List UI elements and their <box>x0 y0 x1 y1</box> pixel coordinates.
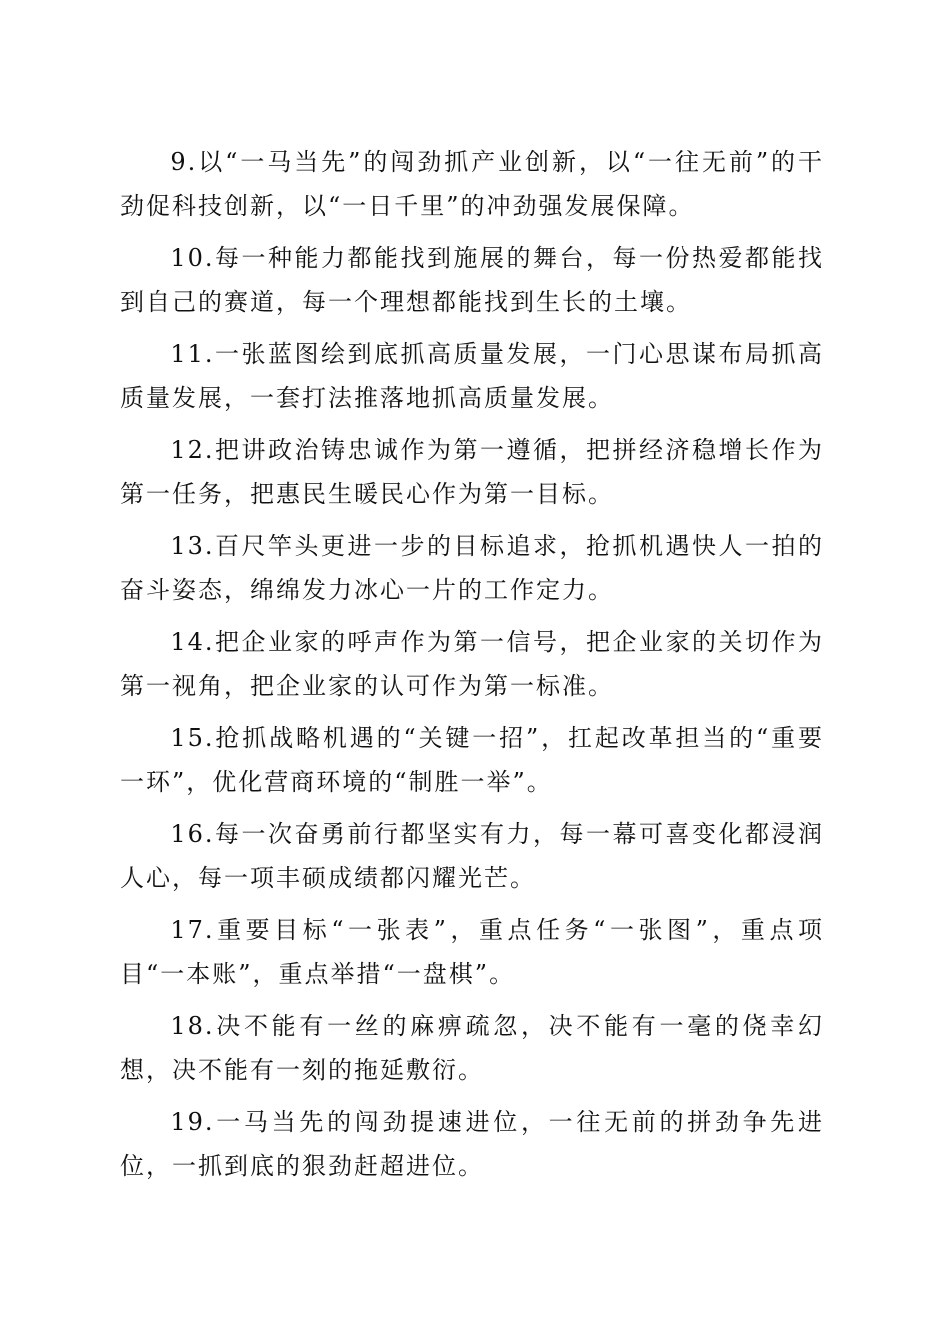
paragraph-13: 13.百尺竿头更进一步的目标追求，抢抓机遇快人一拍的奋斗姿态，绵绵发力冰心一片的工作定力。 <box>120 532 824 604</box>
paragraph-15: 15.抢抓战略机遇的“关键一招”，扛起改革担当的“重要一环”，优化营商环境的“制胜一举”。 <box>120 724 824 796</box>
paragraph-16: 16.每一次奋勇前行都坚实有力，每一幕可喜变化都浸润人心，每一项丰硕成绩都闪耀光芒。 <box>120 820 824 892</box>
paragraph-17: 17.重要目标“一张表”，重点任务“一张图”，重点项目“一本账”，重点举措“一盘棋”。 <box>120 916 824 988</box>
paragraph-14: 14.把企业家的呼声作为第一信号，把企业家的关切作为第一视角，把企业家的认可作为第一标准。 <box>120 628 824 700</box>
document-body <box>120 140 824 1196</box>
paragraph-18: 18.决不能有一丝的麻痹疏忽，决不能有一毫的侥幸幻想，决不能有一刻的拖延敷衍。 <box>120 1012 824 1084</box>
paragraph-11: 11.一张蓝图绘到底抓高质量发展，一门心思谋布局抓高质量发展，一套打法推落地抓高质量发展。 <box>120 340 824 412</box>
paragraph-9: 9.以“一马当先”的闯劲抓产业创新，以“一往无前”的干劲促科技创新，以“一日千里”的冲劲强发展保障。 <box>120 148 824 220</box>
paragraph-19: 19.一马当先的闯劲提速进位，一往无前的拼劲争先进位，一抓到底的狠劲赶超进位。 <box>120 1108 824 1180</box>
paragraph-12: 12.把讲政治铸忠诚作为第一遵循，把拼经济稳增长作为第一任务，把惠民生暖民心作为第一目标。 <box>120 436 824 508</box>
paragraph-10: 10.每一种能力都能找到施展的舞台，每一份热爱都能找到自己的赛道，每一个理想都能找到生长的土壤。 <box>120 244 824 316</box>
